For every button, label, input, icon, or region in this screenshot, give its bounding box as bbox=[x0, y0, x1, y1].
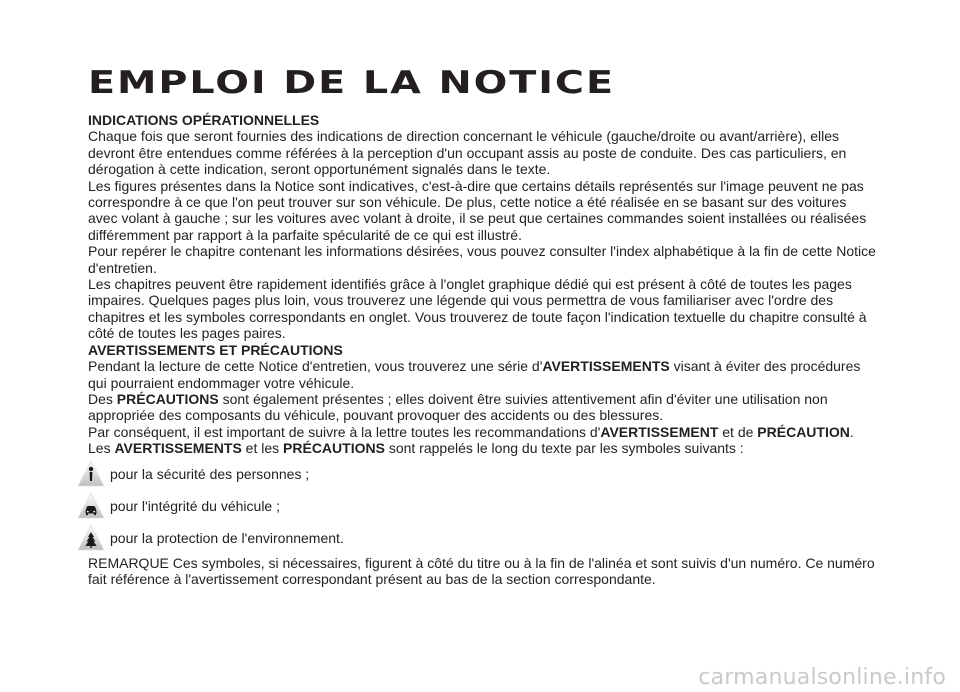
paragraph-recommendations bbox=[88, 424, 868, 440]
manual-page bbox=[88, 64, 876, 587]
paragraph-figures bbox=[88, 178, 868, 244]
text-line: Chaque fois que seront fournies des indications de direction concernant le véhicule (gauche/droite ou avant/arrière), elles bbox=[88, 128, 840, 145]
paragraph-chapters bbox=[88, 276, 868, 342]
text-run: Les bbox=[88, 440, 115, 457]
bold-term: PRÉCAUTIONS bbox=[283, 440, 385, 457]
text-run: et les bbox=[241, 440, 284, 457]
text-line: impaires. Quelques pages plus loin, vous trouverez une légende qui vous permettra de vous familiariser avec l'ordre des bbox=[88, 292, 834, 309]
text-line: avec volant à gauche ; sur les voitures avec volant à droite, il se peut que certaines commandes soient installées ou réalisées bbox=[88, 210, 867, 227]
text-line: REMARQUE Ces symboles, si nécessaires, figurent à côté du titre ou à la fin de l'alinéa et sont suivis d'un numéro. Ce numéro bbox=[88, 554, 875, 571]
text-line: côté de toutes les pages paires. bbox=[88, 325, 286, 342]
text-line bbox=[88, 391, 868, 407]
text-line bbox=[88, 440, 868, 456]
text-run: sont également présentes ; elles doivent être suivies attentivement afin d'éviter une utilisation non bbox=[218, 390, 828, 407]
paragraph-warnings-intro bbox=[88, 358, 868, 391]
text-run: et de bbox=[718, 423, 758, 440]
text-line: fait référence à l'avertissement correspondant présent au bas de la section correspondante. bbox=[88, 570, 656, 587]
symbol-row-persons bbox=[88, 459, 868, 489]
watermark: carmanualsonline.info bbox=[698, 665, 946, 690]
text-line: appropriée des composants du véhicule, pouvant provoquer des accidents ou des blessures. bbox=[88, 407, 664, 424]
bold-term: PRÉCAUTIONS bbox=[116, 390, 219, 407]
paragraph-index bbox=[88, 243, 876, 276]
text-run: visant à éviter des procédures bbox=[669, 358, 861, 375]
paragraph-symbols-intro bbox=[88, 440, 868, 456]
bold-term: PRÉCAUTION bbox=[757, 423, 850, 440]
bold-term: AVERTISSEMENT bbox=[600, 423, 719, 440]
page-title: EMPLOI DE LA NOTICE bbox=[88, 65, 615, 101]
text-run: Des bbox=[88, 390, 117, 407]
paragraph-precautions bbox=[88, 391, 868, 424]
text-run: Pendant la lecture de cette Notice d'entretien, vous trouverez une série d' bbox=[88, 358, 543, 375]
person-warning-icon bbox=[76, 459, 106, 489]
text-run: . bbox=[849, 423, 854, 440]
text-line: devront être entendues comme référées à la perception d'un occupant assis au poste de conduite. Des cas particuliers, en bbox=[88, 144, 847, 161]
text-line: Pour repérer le chapitre contenant les informations désirées, vous pouvez consulter l'index alphabétique à la fin de cette Notice bbox=[88, 243, 876, 260]
tree-warning-icon bbox=[76, 523, 106, 553]
text-line: Les figures présentes dans la Notice sont indicatives, c'est-à-dire que certains détails représentés sur l'image peuvent ne pas bbox=[88, 177, 864, 194]
section-heading-warnings: AVERTISSEMENTS ET PRÉCAUTIONS bbox=[88, 341, 343, 358]
text-line: dérogation à cette indication, seront opportunément signalés dans le texte. bbox=[88, 161, 551, 178]
text-line bbox=[88, 358, 868, 374]
symbol-label: pour la sécurité des personnes ; bbox=[110, 465, 310, 482]
text-line: chapitres et les symboles correspondants en onglet. Vous trouverez de toute façon l'indication textuelle du chapitre consulté à bbox=[88, 308, 867, 325]
paragraph-remark bbox=[88, 554, 875, 588]
bold-term: AVERTISSEMENTS bbox=[114, 440, 242, 457]
text-line: différemment par rapport à la parfaite spécularité de ce qui est illustré. bbox=[88, 226, 522, 243]
section-heading-indications: INDICATIONS OPÉRATIONNELLES bbox=[88, 112, 320, 128]
text-run: Par conséquent, il est important de suivre à la lettre toutes les recommandations d' bbox=[88, 423, 601, 440]
text-line: Les chapitres peuvent être rapidement identifiés grâce à l'onglet graphique dédié qui est présent à côté de toutes les pages bbox=[88, 276, 852, 293]
text-run: sont rappelés le long du texte par les symboles suivants : bbox=[384, 440, 744, 457]
symbol-row-vehicle bbox=[88, 491, 868, 521]
text-line: qui pourraient endommager votre véhicule. bbox=[88, 374, 355, 391]
car-warning-icon bbox=[76, 491, 106, 521]
paragraph-directions bbox=[88, 128, 868, 177]
symbol-label: pour la protection de l'environnement. bbox=[110, 529, 344, 546]
bold-term: AVERTISSEMENTS bbox=[542, 358, 670, 375]
text-line: correspondre à ce que l'on peut trouver sur son véhicule. De plus, cette notice a été réalisée en se basant sur des voitures bbox=[88, 194, 847, 211]
text-line: d'entretien. bbox=[88, 259, 157, 276]
text-line bbox=[88, 424, 868, 440]
symbol-row-environment bbox=[88, 523, 868, 553]
symbol-label: pour l'intégrité du véhicule ; bbox=[110, 497, 280, 514]
